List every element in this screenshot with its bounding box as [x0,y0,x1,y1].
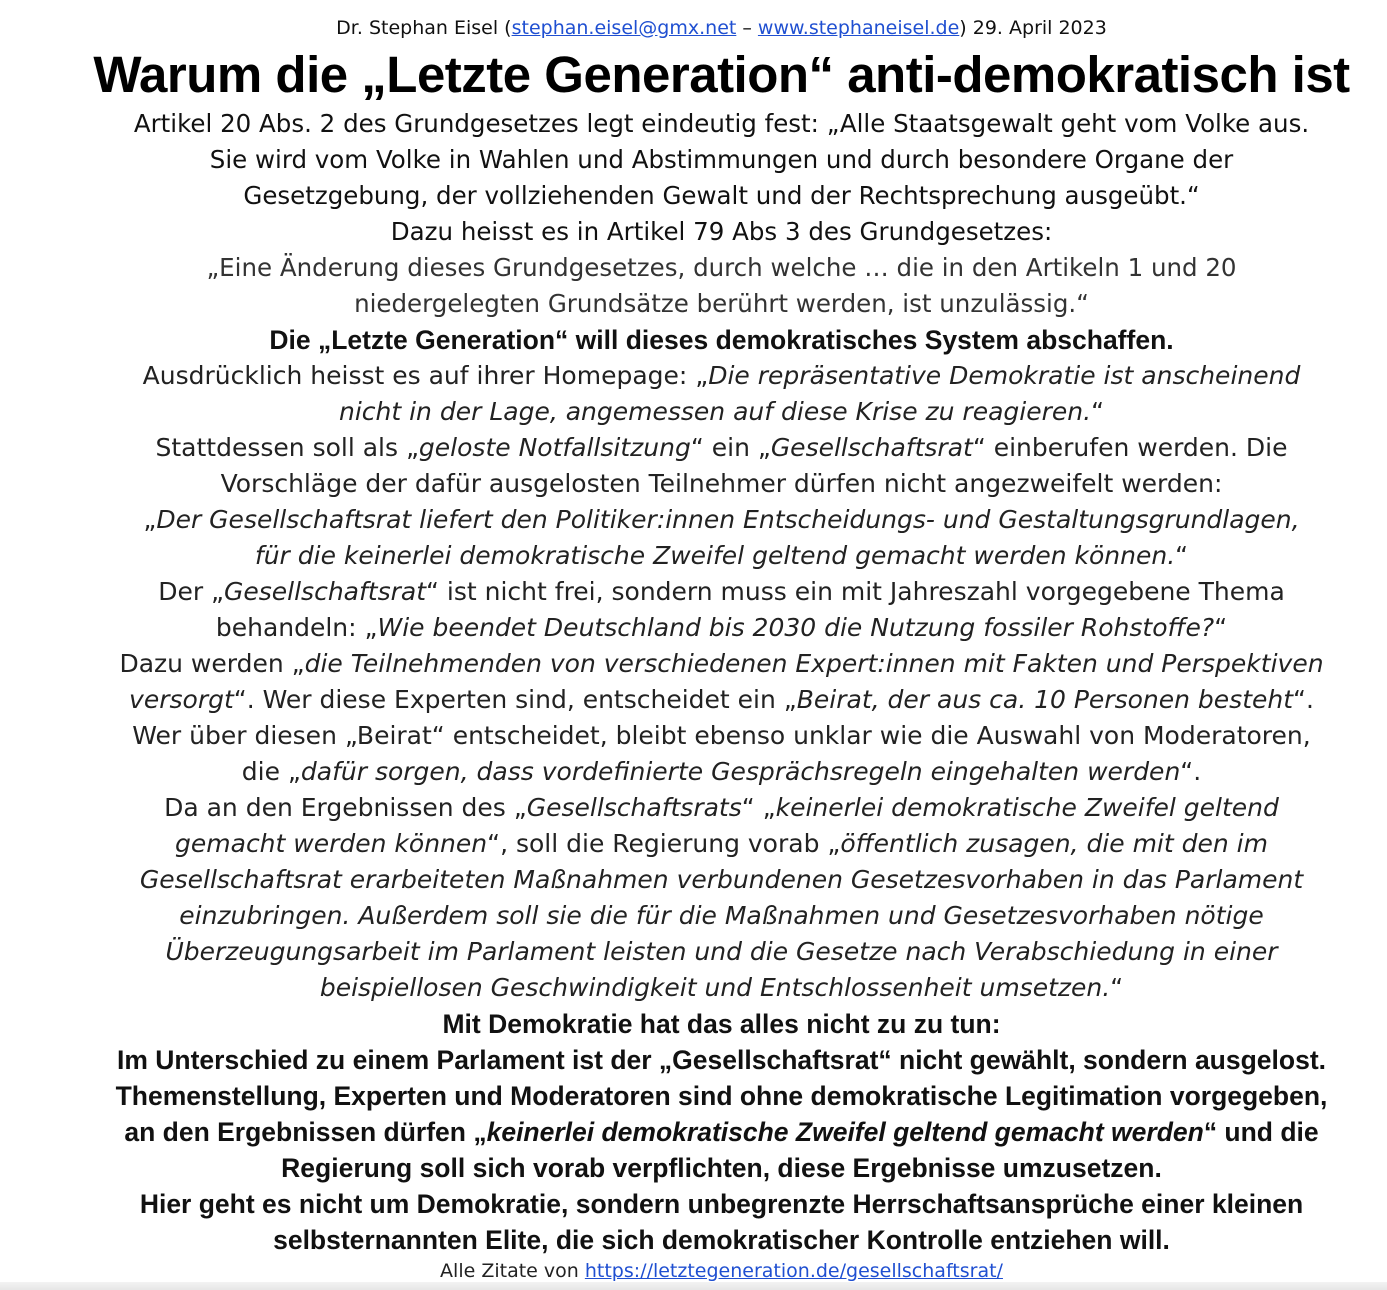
quote: Überzeugungsarbeit im Parlament leisten und die Gesetze nach Verabschiedung in einer [165,937,1278,966]
ergebnis-paragraph [70,970,1373,1006]
text: “ und die [1203,1117,1319,1147]
ergebnis-paragraph [70,790,1373,826]
thesis-statement: Die „Letzte Generation“ will dieses demokratisches System abschaffen. [269,325,1174,355]
quote: Wie beendet Deutschland bis 2030 die Nutzung fossiler Rohstoffe? [377,613,1215,642]
text: Da an den Ergebnissen des „ [164,793,527,822]
header-date: ) 29. April 2023 [959,17,1107,39]
text: “. [1180,757,1202,786]
window-bottom-edge [0,1282,1387,1290]
gesellschaftsrat-quote [70,538,1373,574]
experten-paragraph [70,682,1373,718]
homepage-lead: Ausdrücklich heisst es auf ihrer Homepage: „ [142,361,709,390]
quote: beispiellosen Geschwindigkeit und Entschlossenheit umsetzen. [319,973,1111,1002]
conclusion-line: Regierung soll sich vorab verpflichten, diese Ergebnisse umzusetzen. [281,1153,1162,1183]
conclusion-line: selbsternannten Elite, die sich demokratischer Kontrolle entziehen will. [273,1225,1170,1255]
document-page [70,14,1373,1284]
thema-paragraph [70,574,1373,610]
quote-close: “ [1110,973,1124,1002]
website-link[interactable]: www.stephaneisel.de [757,17,960,39]
thema-paragraph [70,610,1373,646]
homepage-paragraph [70,358,1373,394]
header-dash: – [736,17,758,39]
article-20-line: Sie wird vom Volke in Wahlen und Abstimmungen und durch besondere Organe der [209,145,1234,174]
footer-lead: Alle Zitate von [440,1260,585,1282]
quote: gemacht werden können [175,829,488,858]
text: die „ [241,757,301,786]
text: Dazu werden „ [119,649,305,678]
quote-close: “ [1214,613,1228,642]
quote-open: „ [143,505,157,534]
homepage-paragraph [70,394,1373,430]
text: “ „ [741,793,776,822]
text: “ ein „ [690,433,771,462]
quote-close: “ [1091,397,1105,426]
gesellschaftsrat-paragraph: Vorschläge der dafür ausgelosten Teilnehmer dürfen nicht angezweifelt werden: [220,469,1223,498]
text: “, soll die Regierung vorab „ [487,829,841,858]
experten-paragraph: Wer über diesen „Beirat“ entscheidet, bleibt ebenso unklar wie die Auswahl von Moderatoren, [132,721,1311,750]
quote-close: “ [1175,541,1189,570]
gesellschaftsrat-quote [70,502,1373,538]
quote: keinerlei demokratische Zweifel geltend gemacht werden [486,1117,1204,1147]
text: Stattdessen soll als „ [155,433,419,462]
email-link[interactable]: stephan.eisel@gmx.net [511,17,737,39]
article-79-quote: „Eine Änderung dieses Grundgesetzes, durch welche … die in den Artikeln 1 und 20 [206,253,1237,282]
article-79-quote: niedergelegten Grundsätze berührt werden, ist unzulässig.“ [354,289,1089,318]
gesellschaftsrat-paragraph [70,430,1373,466]
quote: einzubringen. Außerdem soll sie die für die Maßnahmen und Gesetzesvorhaben nötige [179,901,1264,930]
text: “. [1293,685,1314,714]
quote: Gesellschaftsrat erarbeiteten Maßnahmen verbundenen Gesetzesvorhaben in das Parlament [139,865,1304,894]
author-header [70,14,1373,42]
text: “ ist nicht frei, sondern muss ein mit Jahreszahl vorgegebene Thema [426,577,1285,606]
text: Der „ [158,577,224,606]
ergebnis-paragraph [70,898,1373,934]
quote: Gesellschaftsrats [526,793,742,822]
quote: Gesellschaftsrat [224,577,427,606]
quote: Beirat, der aus ca. 10 Personen besteht [796,685,1294,714]
conclusion-line: Hier geht es nicht um Demokratie, sondern unbegrenzte Herrschaftsansprüche einer kleinen [139,1189,1304,1219]
conclusion-line: Themenstellung, Experten und Moderatoren sind ohne demokratische Legitimation vorgegeben, [115,1081,1328,1111]
text: behandeln: „ [215,613,378,642]
author-name: Dr. Stephan Eisel ( [336,17,512,39]
quote: öffentlich zusagen, die mit den im [840,829,1268,858]
article-20-line: Gesetzgebung, der vollziehenden Gewalt und der Rechtsprechung ausgeübt.“ [243,181,1200,210]
source-footer [70,1258,1373,1284]
quote: für die keinerlei demokratische Zweifel geltend gemacht werden können. [254,541,1176,570]
ergebnis-paragraph [70,826,1373,862]
experten-paragraph [70,754,1373,790]
text: “. Wer diese Experten sind, entscheidet ein „ [233,685,797,714]
text: an den Ergebnissen dürfen „ [124,1117,487,1147]
quote: versorgt [129,685,234,714]
homepage-quote: Die repräsentative Demokratie ist anscheinend [708,361,1301,390]
conclusion-line: Im Unterschied zu einem Parlament ist der „Gesellschaftsrat“ nicht gewählt, sondern ausgelost. [116,1045,1327,1075]
conclusion-line: Mit Demokratie hat das alles nicht zu zu tun: [442,1009,1001,1039]
article-79-intro: Dazu heisst es in Artikel 79 Abs 3 des Grundgesetzes: [390,217,1053,246]
quote: Der Gesellschaftsrat liefert den Politiker:innen Entscheidungs- und Gestaltungsgrundlagen, [156,505,1300,534]
quote: keinerlei demokratische Zweifel geltend [775,793,1279,822]
quote: dafür sorgen, dass vordefinierte Gesprächsregeln eingehalten werden [300,757,1181,786]
source-link[interactable]: https://letztegeneration.de/gesellschaftsrat/ [584,1260,1003,1282]
homepage-quote: nicht in der Lage, angemessen auf diese Krise zu reagieren. [338,397,1092,426]
ergebnis-paragraph [70,862,1373,898]
quote: Gesellschaftsrat [770,433,973,462]
text: “ einberufen werden. Die [972,433,1288,462]
experten-paragraph [70,646,1373,682]
quote: geloste Notfallsitzung [418,433,691,462]
ergebnis-paragraph [70,934,1373,970]
article-20-line: Artikel 20 Abs. 2 des Grundgesetzes legt eindeutig fest: „Alle Staatsgewalt geht vom Volke aus. [133,109,1310,138]
page-title: Warum die „Letzte Generation“ anti-demokratisch ist [93,46,1350,103]
conclusion-line [70,1114,1373,1150]
quote: die Teilnehmenden von verschiedenen Expert:innen mit Fakten und Perspektiven [304,649,1324,678]
